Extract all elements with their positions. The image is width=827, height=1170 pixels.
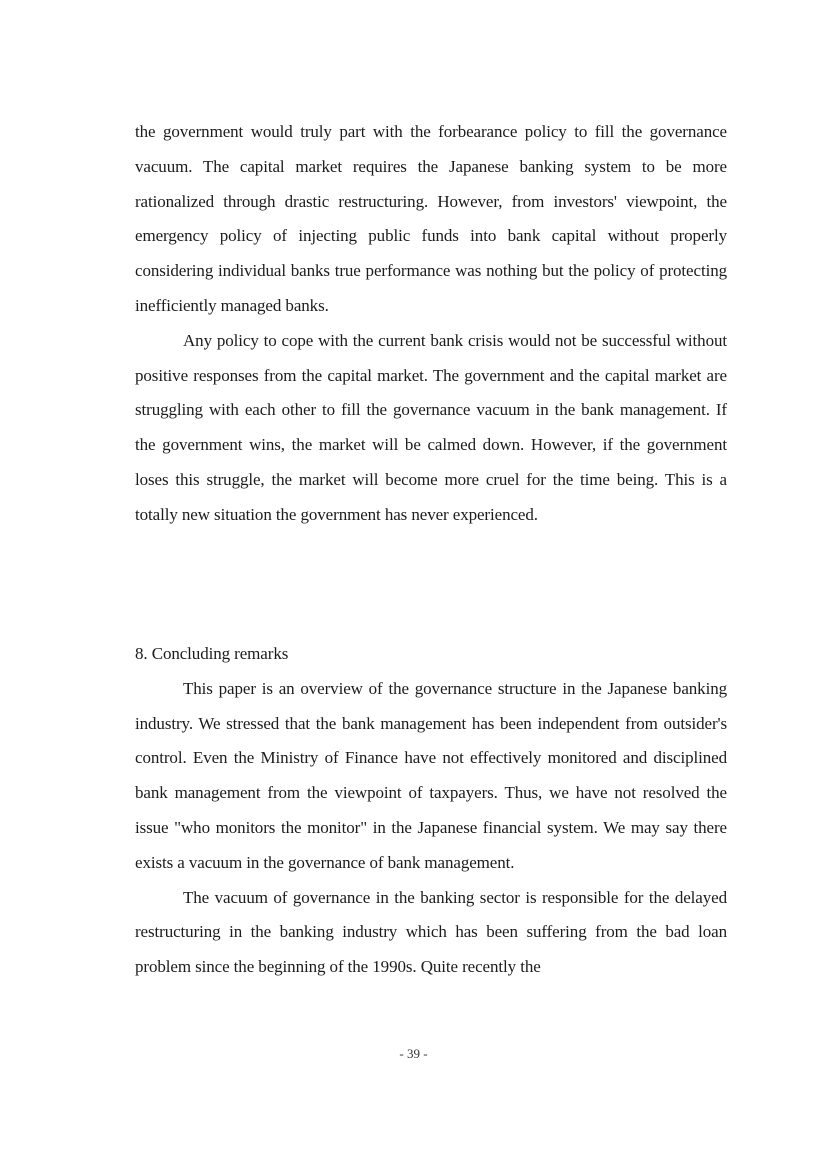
page-number: - 39 - [399, 1046, 428, 1061]
section-heading: 8. Concluding remarks [135, 644, 289, 663]
paragraph-bank-crisis: Any policy to cope with the current bank crisis would not be successful without positive responses from the capital market. The government and the capital market are struggling with each other to fill the governance vacuum in the bank management. If the government wins, the market will be calmed down. However, if the government loses this struggle, the market will become more cruel for the time being. This is a totally new situation the government has never experienced. [135, 330, 727, 524]
text-block-top [135, 115, 727, 533]
paragraph-overview: This paper is an overview of the governance structure in the Japanese banking industry. We stressed that the bank management has been independent from outsider's control. Even the Ministry of Finance have not effectively monitored and disciplined bank management from the viewpoint of taxpayers. Thus, we have not resolved the issue "who monitors the monitor" in the Japanese financial system. We may say there exists a vacuum in the governance of bank management. [135, 678, 727, 872]
paragraph-vacuum: The vacuum of governance in the banking sector is responsible for the delayed restructuring in the banking industry which has been suffering from the bad loan problem since the beginning of the 1990s. Quite recently the [135, 887, 727, 977]
paragraph-continued: the government would truly part with the forbearance policy to fill the governance vacuum. The capital market requires the Japanese banking system to be more rationalized through drastic restructuring. However, from investors' viewpoint, the emergency policy of injecting public funds into bank capital without properly considering individual banks true performance was nothing but the policy of protecting inefficiently managed banks. [135, 122, 727, 315]
section-concluding-remarks [135, 637, 727, 985]
